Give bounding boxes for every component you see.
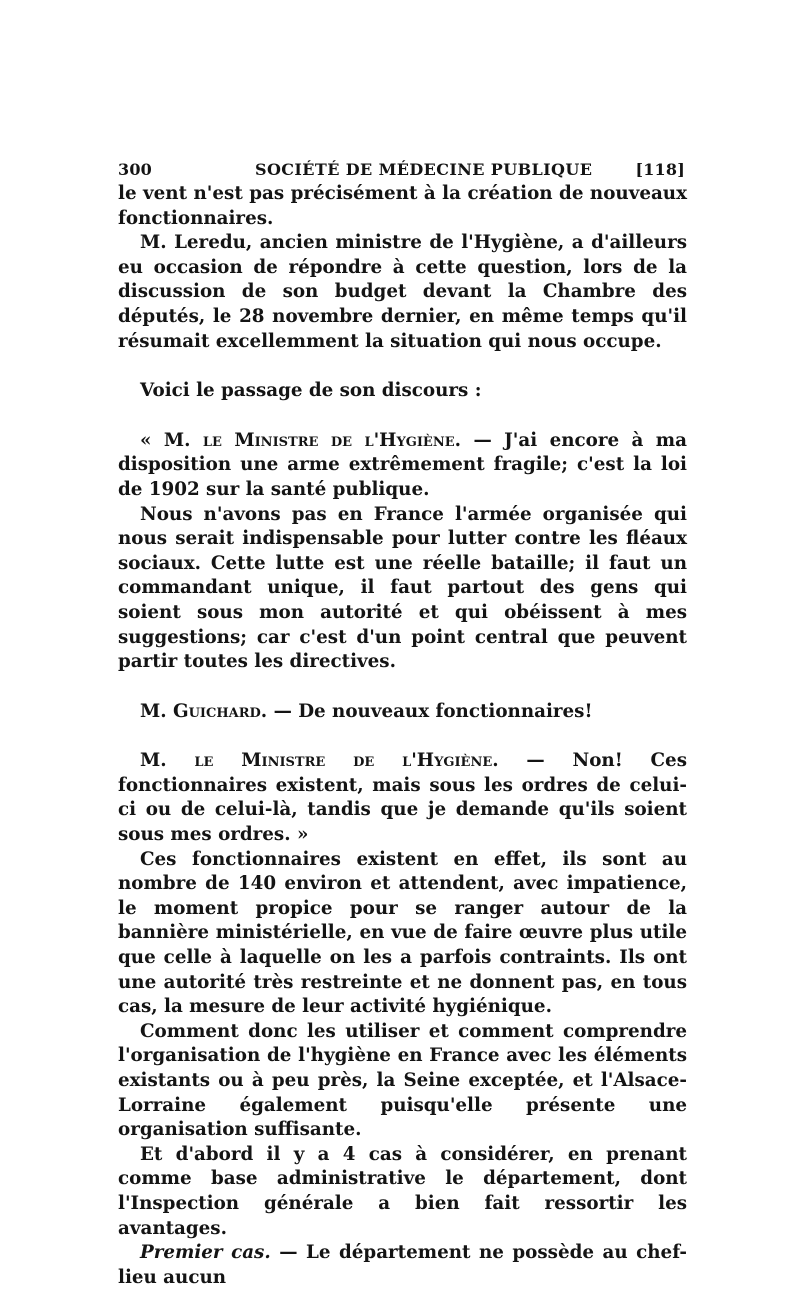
- paragraph-9: Comment donc les utiliser et comment comprendre l'organisation de l'hygiène en France avec les éléments existants ou à peu près, la Seine exceptée, et l'Alsace-Lorraine également puisqu'elle présente une organisation suffisante.: [118, 1020, 687, 1141]
- case-label: Premier cas.: [140, 1242, 271, 1264]
- paragraph-1: le vent n'est pas précisément à la création de nouveaux fonctionnaires.: [118, 183, 687, 229]
- paragraph-7: [118, 749, 687, 847]
- speech-text: — J'ai encore à ma disposition une arme extrêmement fragile; c'est la loi de 1902 sur la santé publique.: [118, 429, 687, 500]
- paragraph-4: [118, 429, 687, 503]
- book-page: [118, 156, 687, 1290]
- paragraph-3: Voici le passage de son discours :: [140, 380, 482, 402]
- case-text: — Le département ne possède au chef-lieu aucun: [118, 1242, 687, 1288]
- section-number: [118]: [635, 160, 685, 179]
- running-head: [118, 156, 687, 182]
- paragraph-6: [118, 700, 687, 725]
- paragraph-2: M. Leredu, ancien ministre de l'Hygiène, a d'ailleurs eu occasion de répondre à cette question, lors de la discussion de son budget devant la Chambre des députés, le 28 novembre dernier, en même temps qu'il résumait excellemment la situation qui nous occupe.: [118, 232, 687, 352]
- speaker-prefix: M.: [140, 700, 167, 722]
- paragraph-11: [118, 1241, 687, 1290]
- paragraph-8: Ces fonctionnaires existent en effet, ils sont au nombre de 140 environ et attendent, avec impatience, le moment propice pour se ranger autour de la bannière ministérielle, en vue de faire œuvre plus utile que celle à laquelle on les a parfois contraints. Ils ont une autorité très restreinte et ne donnent pas, en tous cas, la mesure de leur activité hygiénique.: [118, 848, 687, 1018]
- paragraph-5: Nous n'avons pas en France l'armée organisée qui nous serait indispensable pour lutter contre les fléaux sociaux. Cette lutte est une réelle bataille; il faut un commandant unique, il faut partout des gens qui soient sous mon autorité et qui obéissent à mes suggestions; car c'est d'un point central que peuvent partir toutes les directives.: [118, 503, 687, 673]
- paragraph-10: Et d'abord il y a 4 cas à considérer, en prenant comme base administrative le département, dont l'Inspection générale a bien fait ressortir les avantages.: [118, 1143, 687, 1239]
- speaker-minister: le Ministre de l'Hygiène.: [202, 429, 461, 451]
- speech-text: — De nouveaux fonctionnaires!: [273, 700, 593, 722]
- speaker-minister: le Ministre de l'Hygiène.: [194, 750, 499, 772]
- speech-text: — Non! Ces fonctionnaires existent, mais sous les ordres de celui-ci ou de celui-là, tandis que je demande qu'ils soient sous mes ordres. »: [118, 750, 687, 846]
- speaker-prefix: M.: [140, 750, 167, 772]
- quote-open-speaker: « M.: [140, 429, 191, 451]
- speaker-guichard: Guichard.: [172, 700, 268, 722]
- running-title: SOCIÉTÉ DE MÉDECINE PUBLIQUE: [255, 160, 593, 179]
- page-number: 300: [118, 160, 152, 179]
